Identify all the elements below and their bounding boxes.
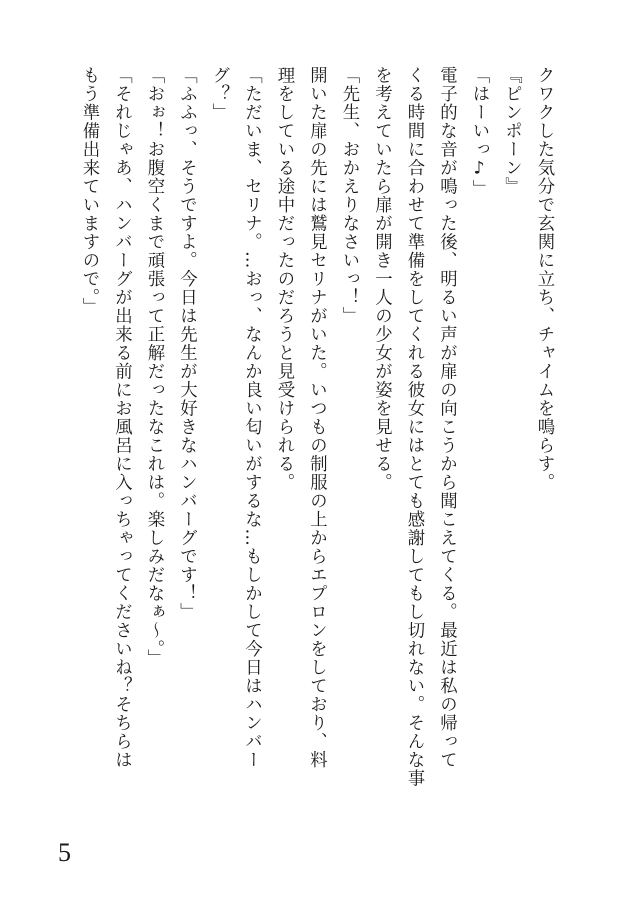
text-line: 電子的な音が鳴った後、明るい声が扉の向こうから聞こえてくる。最近は私の帰って (436, 66, 457, 769)
text-line: 開いた扉の先には鷲見セリナがいた。いつもの制服の上からエプロンをしており、料 (306, 66, 327, 769)
text-line: もう準備出来ていますので。」 (79, 66, 99, 317)
vertical-text-block (73, 66, 561, 786)
text-line: 『ピンポーン』 (501, 66, 522, 196)
text-line: を考えていたら扉が開き一人の少女が姿を見せる。 (371, 66, 392, 492)
text-line: 「先生、おかえりなさいっ！」 (339, 66, 359, 325)
text-line: グ？」 (209, 66, 229, 122)
text-line: クワクした気分で玄関に立ち、チャイムを鳴らす。 (534, 66, 554, 492)
text-line: 「おぉ！お腹空くまで頑張って正解だったなこれは。楽しみだなぁ～。」 (144, 66, 164, 668)
text-line: 「ただいま、セリナ。…おっ、なんか良い匂いがするな…もしかして今日はハンバー (241, 66, 262, 769)
text-line: 「はーいっ♪」 (469, 66, 489, 199)
page-number: 5 (58, 838, 71, 867)
text-line: 「それじゃあ、ハンバーグが出来る前にお風呂に入っちゃってくださいね？そちらは (111, 66, 132, 769)
text-line: 「ふふっ、そうですよ。今日は先生が大好きなハンバーグです！」 (176, 66, 197, 621)
text-line: 理をしている途中だったのだろうと見受けられる。 (274, 66, 294, 492)
text-line: くる時間に合わせて準備をしてくれる彼女にはとても感謝してもし切れない。そんな事 (404, 66, 424, 788)
